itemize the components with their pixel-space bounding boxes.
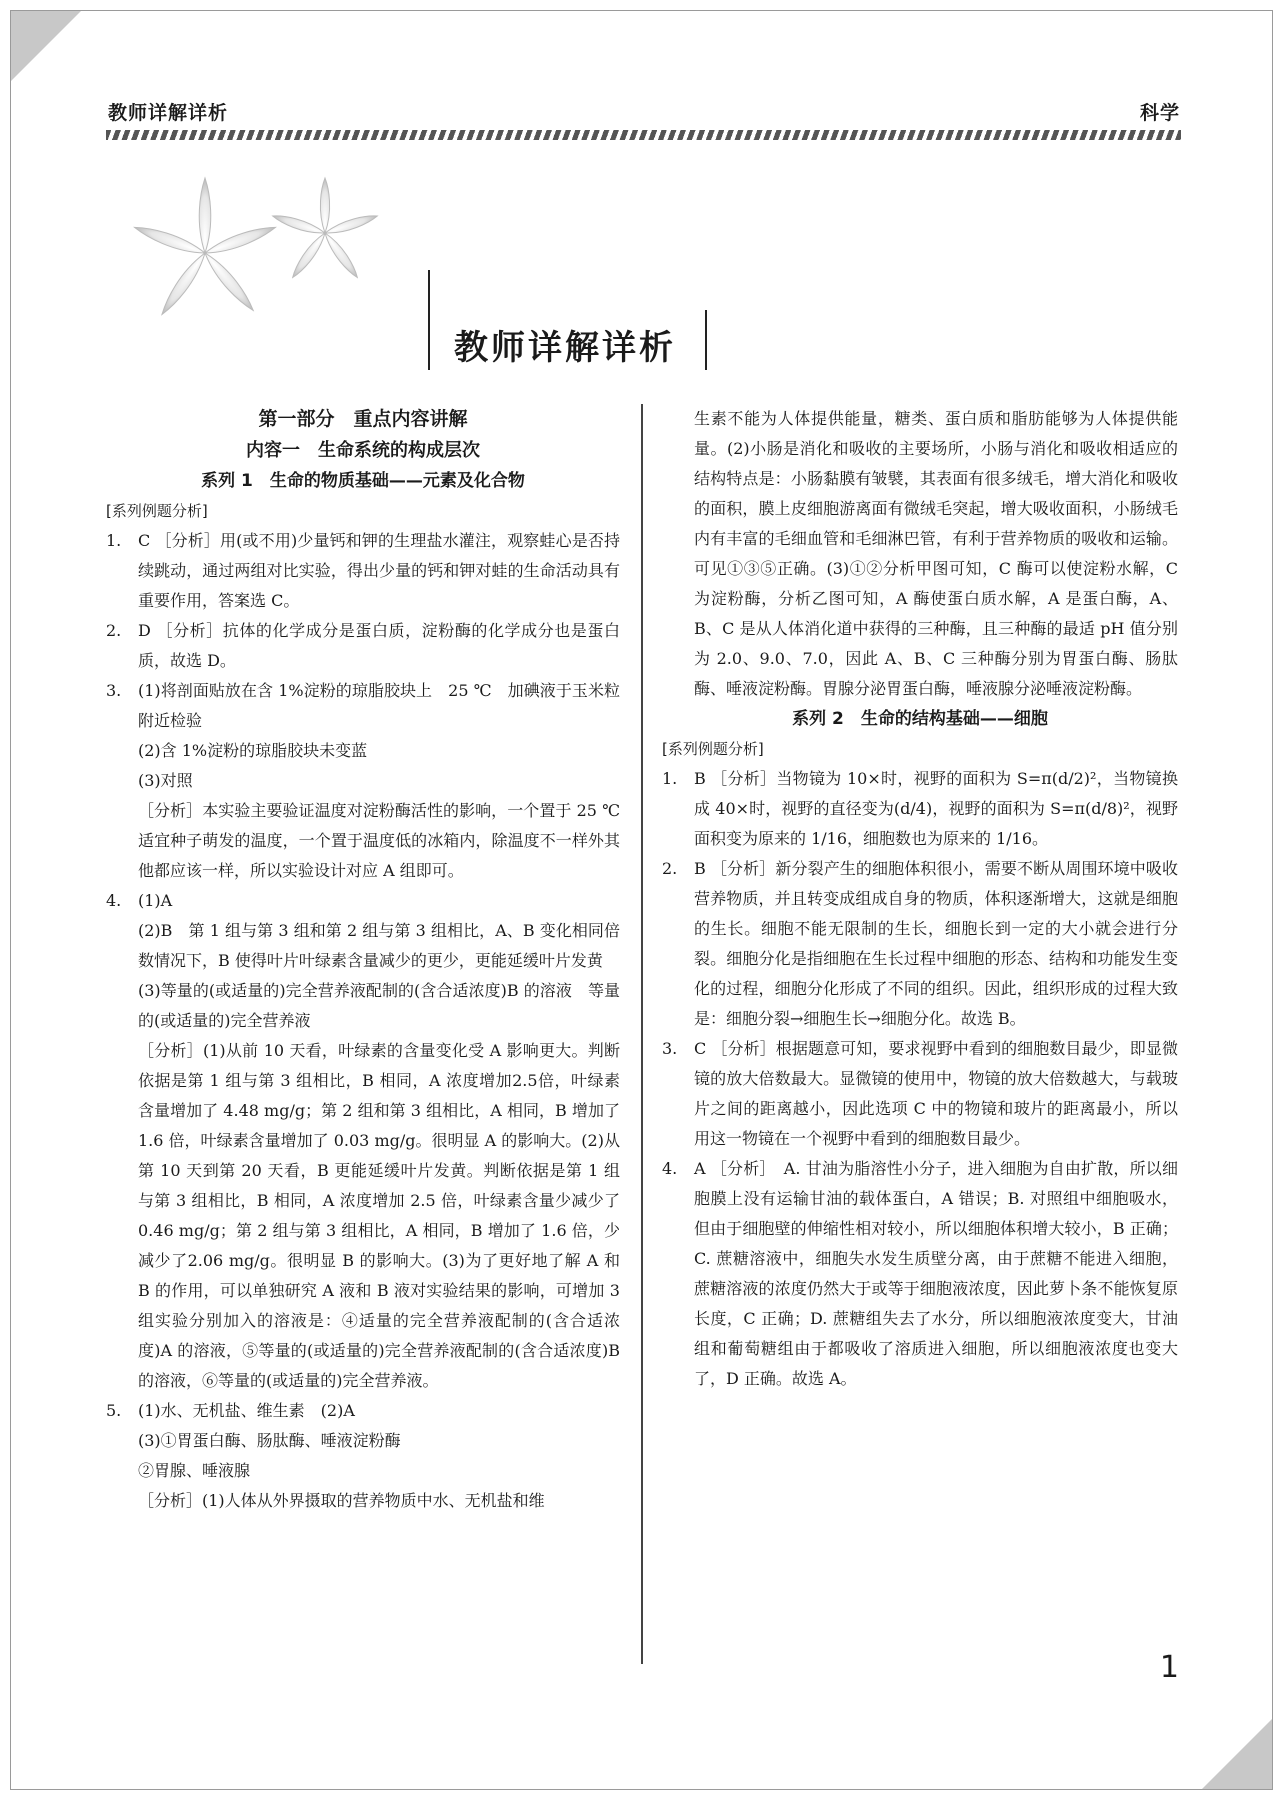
page-number: 1 bbox=[1159, 1650, 1179, 1685]
answer-paragraph: ［分析］本实验主要验证温度对淀粉酶活性的影响，一个置于 25 ℃适宜种子萌发的温度，一个置于温度低的冰箱内，除温度不一样外其他都应该一样，所以实验设计对应 A 组即可。 bbox=[138, 801, 620, 880]
answer-item bbox=[106, 886, 620, 916]
item-number: 4. bbox=[662, 1159, 678, 1178]
title-bar-left bbox=[428, 270, 430, 370]
item-number: 2. bbox=[662, 859, 678, 878]
running-header-subject: 科学 bbox=[1139, 102, 1180, 124]
section-heading: 第一部分 重点内容讲解 bbox=[258, 408, 468, 430]
column-divider bbox=[641, 404, 643, 1664]
answer-item bbox=[662, 764, 1178, 854]
answer-paragraph: ［分析］(1)人体从外界摄取的营养物质中水、无机盐和维 bbox=[138, 1491, 545, 1510]
page-corner-fold-top bbox=[11, 11, 81, 81]
answer-item bbox=[106, 1396, 620, 1426]
header-dashed-rule bbox=[106, 130, 1181, 140]
item-text: (1)将剖面贴放在含 1%淀粉的琼脂胶块上 25 ℃ 加碘液于玉米粒附近检验 bbox=[138, 681, 620, 730]
item-text: B ［分析］当物镜为 10×时，视野的面积为 S=π(d/2)²，当物镜换成 40×时，视野的直径变为(d/4)，视野的面积为 S=π(d/8)²，视野面积变为原来的 1/16，细胞数也为原来的 1/16。 bbox=[694, 769, 1178, 848]
answer-paragraph: (3)对照 bbox=[138, 771, 193, 790]
title-bar-right bbox=[705, 310, 707, 370]
section-heading: 系列 1 生命的物质基础——元素及化合物 bbox=[201, 471, 525, 491]
answer-paragraph: (3)等量的(或适量的)完全营养液配制的(含合适浓度)B 的溶液 等量的(或适量的)完全营养液 bbox=[138, 981, 620, 1030]
section-heading: 内容一 生命系统的构成层次 bbox=[246, 440, 480, 461]
page-corner-fold-bottom bbox=[1202, 1719, 1272, 1789]
item-text: (1)水、无机盐、维生素 (2)A bbox=[138, 1401, 355, 1420]
item-text: (1)A bbox=[138, 891, 173, 910]
item-number: 2. bbox=[106, 621, 122, 640]
answer-paragraph: (2)含 1%淀粉的琼脂胶块未变蓝 bbox=[138, 741, 368, 760]
answer-paragraph: (3)①胃蛋白酶、肠肽酶、唾液淀粉酶 bbox=[138, 1431, 401, 1450]
item-number: 3. bbox=[106, 681, 122, 700]
page-title: 教师详解详析 bbox=[454, 328, 676, 368]
answer-item bbox=[106, 526, 620, 616]
answer-paragraph: ［分析］(1)从前 10 天看，叶绿素的含量变化受 A 影响更大。判断依据是第 1 组与第 3 组相比，B 相同，A 浓度增加2.5倍，叶绿素含量增加了 4.48 mg/g；第 2 组和第 3 组相比，A 相同，B 增加了 1.6 倍，叶绿素含量增加了 0.03 mg/g。很明显 A 的影响大。(2)从第 10 天到第 20 天看，B 更能延缓叶片发黄。判断依据是第 1 组与第 3 组相比，B 相同，A 浓度增加 2.5 倍，叶绿素含量少减少了 0.46 mg/g；第 2 组与第 3 组相比，A 相同，B 增加了 1.6 倍，少减少了2.06 mg/g。很明显 B 的影响大。(3)为了更好地了解 A 和 B 的作用，可以单独研究 A 液和 B 液对实验结果的影响，可增加 3 组实验分别加入的溶液是：④适量的完全营养液配制的(含合适浓度)A 的溶液，⑤等量的(或适量的)完全营养液配制的(含合适浓度)B 的溶液，⑥等量的(或适量的)完全营养液。 bbox=[138, 1041, 620, 1390]
item-text: C ［分析］根据题意可知，要求视野中看到的细胞数目最少，即显微镜的放大倍数最大。显微镜的使用中，物镜的放大倍数越大，与载玻片之间的距离越小，因此选项 C 中的物镜和玻片的距离最小，所以用这一物镜在一个视野中看到的细胞数目最少。 bbox=[694, 1039, 1178, 1148]
running-header-title: 教师详解详析 bbox=[108, 102, 229, 124]
answer-item bbox=[662, 1034, 1178, 1154]
item-number: 1. bbox=[662, 769, 678, 788]
item-text: A ［分析］ A. 甘油为脂溶性小分子，进入细胞为自由扩散，所以细胞膜上没有运输甘油的载体蛋白，A 错误；B. 对照组中细胞吸水，但由于细胞壁的伸缩性相对较小，所以细胞体积增大较小，B 正确；C. 蔗糖溶液中，细胞失水发生质壁分离，由于蔗糖不能进入细胞，蔗糖溶液的浓度仍然大于或等于细胞液浓度，因此萝卜条不能恢复原长度，C 正确；D. 蔗糖组失去了水分，所以细胞液浓度变大，甘油组和葡萄糖组由于都吸收了溶质进入细胞，所以细胞液浓度也变大了，D 正确。故选 A。 bbox=[694, 1159, 1178, 1388]
answer-item bbox=[662, 854, 1178, 1034]
answer-paragraph: 生素不能为人体提供能量，糖类、蛋白质和脂肪能够为人体提供能量。(2)小肠是消化和吸收的主要场所，小肠与消化和吸收相适应的结构特点是：小肠黏膜有皱襞，其表面有很多绒毛，增大消化和吸收的面积，膜上皮细胞游离面有微绒毛突起，增大吸收面积，小肠绒毛内有丰富的毛细血管和毛细淋巴管，有利于营养物质的吸收和运输。可见①③⑤正确。(3)①②分析甲图可知，C 酶可以使淀粉水解，C 为淀粉酶，分析乙图可知，A 酶使蛋白质水解，A 是蛋白酶，A、B、C 是从人体消化道中获得的三种酶，且三种酶的最适 pH 值分别为 2.0、9.0、7.0，因此 A、B、C 三种酶分别为胃蛋白酶、肠肽酶、唾液淀粉酶。胃腺分泌胃蛋白酶，唾液腺分泌唾液淀粉酶。 bbox=[694, 409, 1178, 698]
item-number: 3. bbox=[662, 1039, 678, 1058]
section-heading: 系列 2 生命的结构基础——细胞 bbox=[792, 709, 1048, 729]
item-number: 4. bbox=[106, 891, 122, 910]
right-column bbox=[662, 404, 1178, 1394]
answer-paragraph: ②胃腺、唾液腺 bbox=[138, 1461, 251, 1480]
item-text: C ［分析］用(或不用)少量钙和钾的生理盐水灌注，观察蛙心是否持续跳动，通过两组对比实验，得出少量的钙和钾对蛙的生命活动具有重要作用，答案选 C。 bbox=[138, 531, 620, 610]
answer-item bbox=[106, 616, 620, 676]
item-text: B ［分析］新分裂产生的细胞体积很小，需要不断从周围环境中吸收营养物质，并且转变成组成自身的物质，体积逐渐增大，这就是细胞的生长。细胞不能无限制的生长，细胞长到一定的大小就会进行分裂。细胞分化是指细胞在生长过程中细胞的形态、结构和功能发生变化的过程，细胞分化形成了不同的组织。因此，组织形成的过程大致是：细胞分裂→细胞生长→细胞分化。故选 B。 bbox=[694, 859, 1178, 1028]
answer-item bbox=[106, 676, 620, 736]
item-number: 5. bbox=[106, 1401, 122, 1420]
section-tag: [系列例题分析] bbox=[106, 502, 208, 520]
answer-item bbox=[662, 1154, 1178, 1394]
section-tag: [系列例题分析] bbox=[662, 740, 764, 758]
left-column bbox=[106, 404, 620, 1516]
item-number: 1. bbox=[106, 531, 122, 550]
answer-paragraph: (2)B 第 1 组与第 3 组和第 2 组与第 3 组相比，A、B 变化相同倍数情况下，B 使得叶片叶绿素含量减少的更少，更能延缓叶片发黄 bbox=[138, 921, 620, 970]
item-text: D ［分析］抗体的化学成分是蛋白质，淀粉酶的化学成分也是蛋白质，故选 D。 bbox=[138, 621, 620, 670]
flower-decoration-icon bbox=[110, 158, 410, 318]
